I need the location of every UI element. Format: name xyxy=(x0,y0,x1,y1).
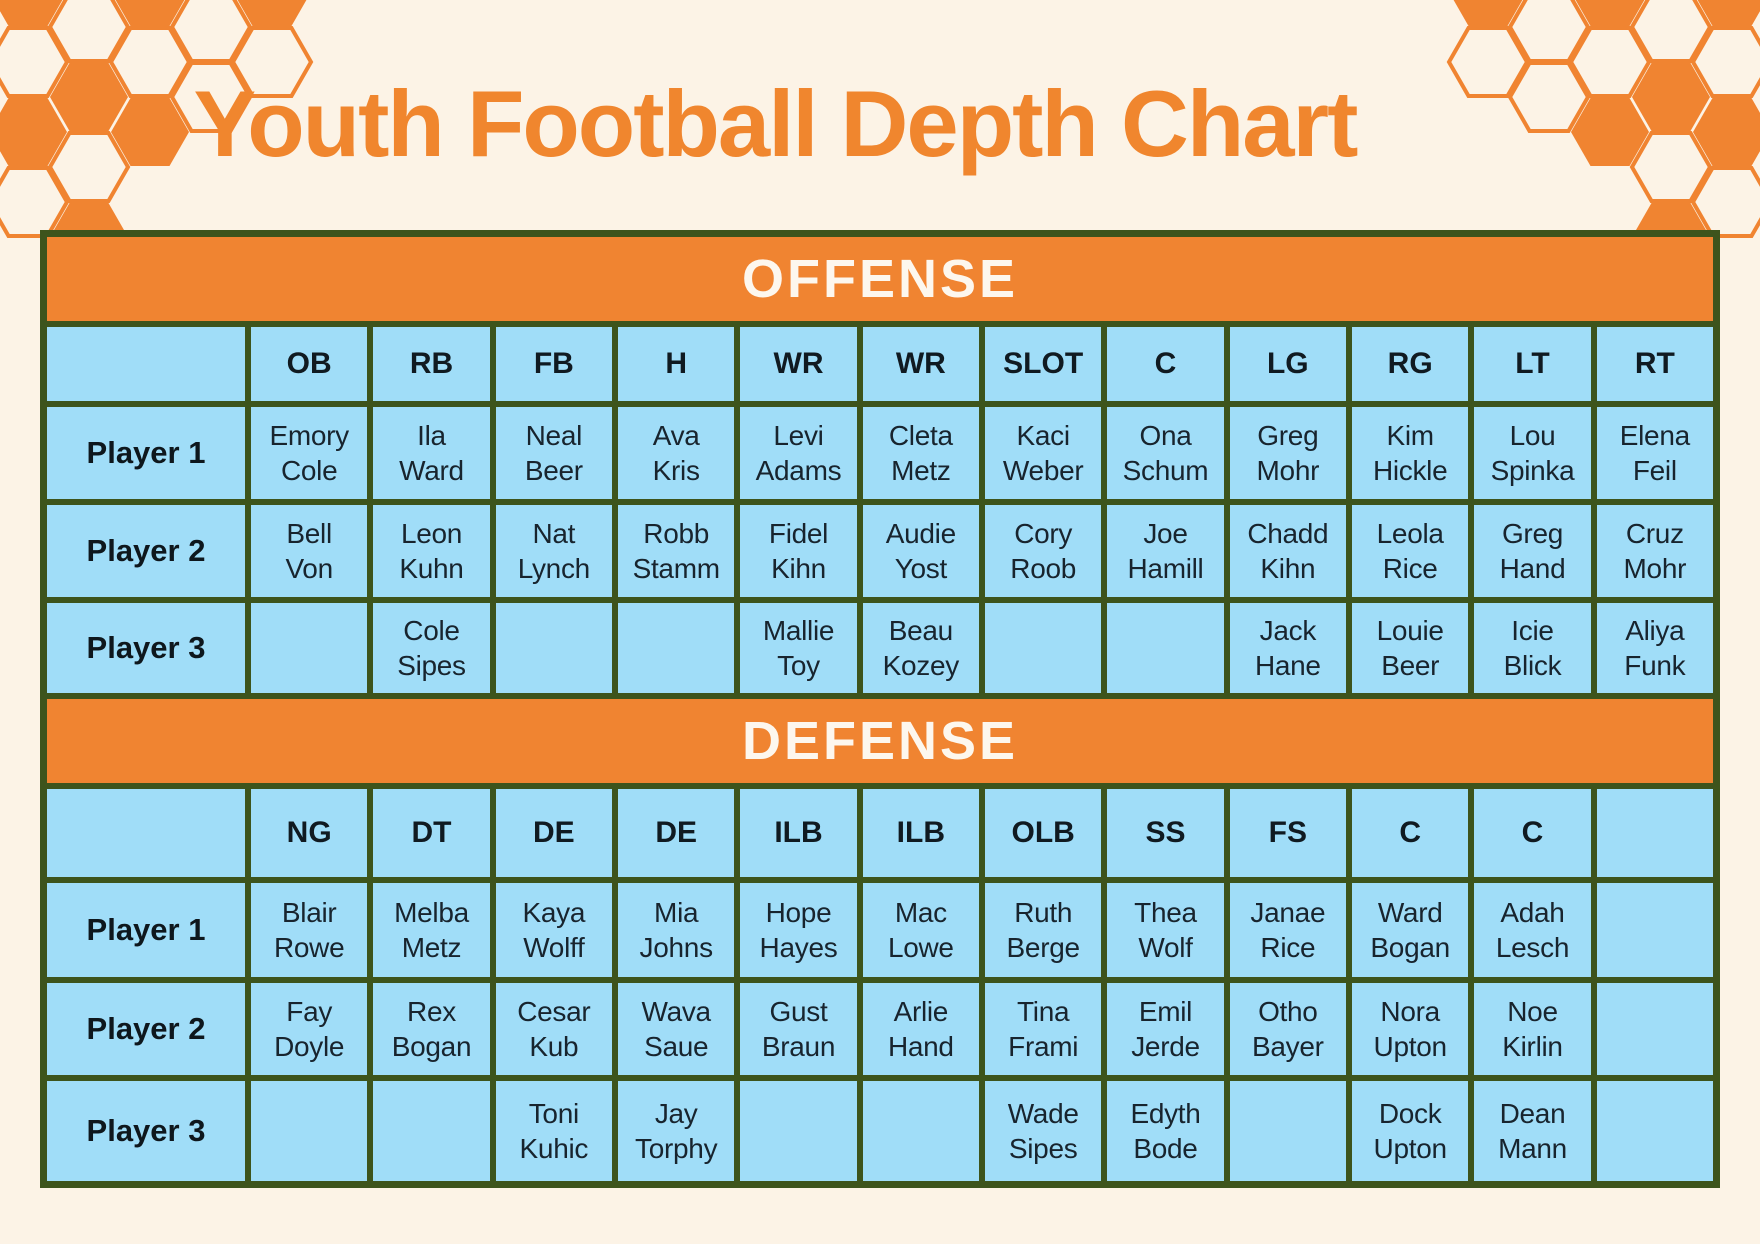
position-header: RB xyxy=(373,327,489,401)
player-cell: Emory Cole xyxy=(251,407,367,499)
hexagon-shape xyxy=(1571,0,1649,26)
player-cell: Adah Lesch xyxy=(1474,883,1590,977)
player-cell: Wava Saue xyxy=(618,983,734,1075)
position-header: RT xyxy=(1597,327,1713,401)
player-cell: Cruz Mohr xyxy=(1597,505,1713,597)
player-cell xyxy=(863,1081,979,1181)
player-cell: Tina Frami xyxy=(985,983,1101,1075)
player-cell: Cole Sipes xyxy=(373,603,489,693)
player-cell: Cory Roob xyxy=(985,505,1101,597)
player-cell: Wade Sipes xyxy=(985,1081,1101,1181)
player-cell: Ruth Berge xyxy=(985,883,1101,977)
player-cell xyxy=(1597,983,1713,1075)
player-cell: Mia Johns xyxy=(618,883,734,977)
position-header: LG xyxy=(1230,327,1346,401)
player-cell: Mallie Toy xyxy=(740,603,856,693)
player-cell: Cesar Kub xyxy=(496,983,612,1075)
player-cell: Dean Mann xyxy=(1474,1081,1590,1181)
player-cell xyxy=(740,1081,856,1181)
player-cell xyxy=(373,1081,489,1181)
position-header: C xyxy=(1107,327,1223,401)
section-banner-defense: DEFENSE xyxy=(47,699,1713,783)
player-cell: Mac Lowe xyxy=(863,883,979,977)
player-cell: Rex Bogan xyxy=(373,983,489,1075)
corner-cell xyxy=(47,327,245,401)
player-row-label: Player 2 xyxy=(47,983,245,1075)
player-cell: Louie Beer xyxy=(1352,603,1468,693)
player-cell: Elena Feil xyxy=(1597,407,1713,499)
position-header: NG xyxy=(251,789,367,877)
player-cell: Levi Adams xyxy=(740,407,856,499)
player-cell xyxy=(1230,1081,1346,1181)
player-cell: Otho Bayer xyxy=(1230,983,1346,1075)
player-row-label: Player 1 xyxy=(47,407,245,499)
position-header xyxy=(1597,789,1713,877)
player-cell: Ona Schum xyxy=(1107,407,1223,499)
player-cell: Kaci Weber xyxy=(985,407,1101,499)
player-cell: Leola Rice xyxy=(1352,505,1468,597)
position-header: ILB xyxy=(740,789,856,877)
position-header: C xyxy=(1352,789,1468,877)
player-cell: Chadd Kihn xyxy=(1230,505,1346,597)
hexagon-shape xyxy=(1449,0,1527,26)
player-cell xyxy=(1597,883,1713,977)
player-cell: Aliya Funk xyxy=(1597,603,1713,693)
player-row-label: Player 2 xyxy=(47,505,245,597)
player-cell xyxy=(1107,603,1223,693)
depth-chart-table xyxy=(40,230,1720,1188)
player-cell: Fay Doyle xyxy=(251,983,367,1075)
player-cell xyxy=(251,603,367,693)
player-cell: Thea Wolf xyxy=(1107,883,1223,977)
position-header: SLOT xyxy=(985,327,1101,401)
player-cell: Kaya Wolff xyxy=(496,883,612,977)
player-cell: Melba Metz xyxy=(373,883,489,977)
hexagon-shape xyxy=(1632,133,1710,201)
position-header: OB xyxy=(251,327,367,401)
section-banner-offense: OFFENSE xyxy=(47,237,1713,321)
position-header: DT xyxy=(373,789,489,877)
position-header: FS xyxy=(1230,789,1346,877)
player-cell xyxy=(985,603,1101,693)
position-header: LT xyxy=(1474,327,1590,401)
player-cell: Dock Upton xyxy=(1352,1081,1468,1181)
hexagon-shape xyxy=(111,0,189,26)
player-cell: Neal Beer xyxy=(496,407,612,499)
player-cell: Bell Von xyxy=(251,505,367,597)
player-cell: Noe Kirlin xyxy=(1474,983,1590,1075)
player-cell: Edyth Bode xyxy=(1107,1081,1223,1181)
position-header: FB xyxy=(496,327,612,401)
player-cell: Arlie Hand xyxy=(863,983,979,1075)
player-cell: Gust Braun xyxy=(740,983,856,1075)
player-cell: Jack Hane xyxy=(1230,603,1346,693)
hexagon-shape xyxy=(233,0,311,26)
position-header: WR xyxy=(863,327,979,401)
position-header: OLB xyxy=(985,789,1101,877)
position-header: ILB xyxy=(863,789,979,877)
player-cell: Ward Bogan xyxy=(1352,883,1468,977)
player-cell: Cleta Metz xyxy=(863,407,979,499)
position-header: SS xyxy=(1107,789,1223,877)
position-header: H xyxy=(618,327,734,401)
player-cell: Jay Torphy xyxy=(618,1081,734,1181)
player-cell xyxy=(1597,1081,1713,1181)
player-cell: Robb Stamm xyxy=(618,505,734,597)
player-cell xyxy=(496,603,612,693)
player-cell: Greg Hand xyxy=(1474,505,1590,597)
position-header: C xyxy=(1474,789,1590,877)
player-cell: Kim Hickle xyxy=(1352,407,1468,499)
player-cell: Greg Mohr xyxy=(1230,407,1346,499)
player-cell: Emil Jerde xyxy=(1107,983,1223,1075)
player-cell xyxy=(618,603,734,693)
player-cell: Icie Blick xyxy=(1474,603,1590,693)
position-header: DE xyxy=(496,789,612,877)
player-cell: Joe Hamill xyxy=(1107,505,1223,597)
position-header: RG xyxy=(1352,327,1468,401)
page-title: Youth Football Depth Chart xyxy=(193,71,1357,176)
player-cell: Nat Lynch xyxy=(496,505,612,597)
player-row-label: Player 3 xyxy=(47,603,245,693)
player-cell xyxy=(251,1081,367,1181)
position-header: WR xyxy=(740,327,856,401)
player-cell: Leon Kuhn xyxy=(373,505,489,597)
player-cell: Fidel Kihn xyxy=(740,505,856,597)
player-cell: Blair Rowe xyxy=(251,883,367,977)
corner-cell xyxy=(47,789,245,877)
position-header: DE xyxy=(618,789,734,877)
player-cell: Lou Spinka xyxy=(1474,407,1590,499)
player-cell: Ava Kris xyxy=(618,407,734,499)
player-cell: Toni Kuhic xyxy=(496,1081,612,1181)
player-row-label: Player 1 xyxy=(47,883,245,977)
player-cell: Ila Ward xyxy=(373,407,489,499)
player-cell: Hope Hayes xyxy=(740,883,856,977)
player-cell: Audie Yost xyxy=(863,505,979,597)
player-cell: Janae Rice xyxy=(1230,883,1346,977)
player-cell: Nora Upton xyxy=(1352,983,1468,1075)
player-cell: Beau Kozey xyxy=(863,603,979,693)
player-row-label: Player 3 xyxy=(47,1081,245,1181)
